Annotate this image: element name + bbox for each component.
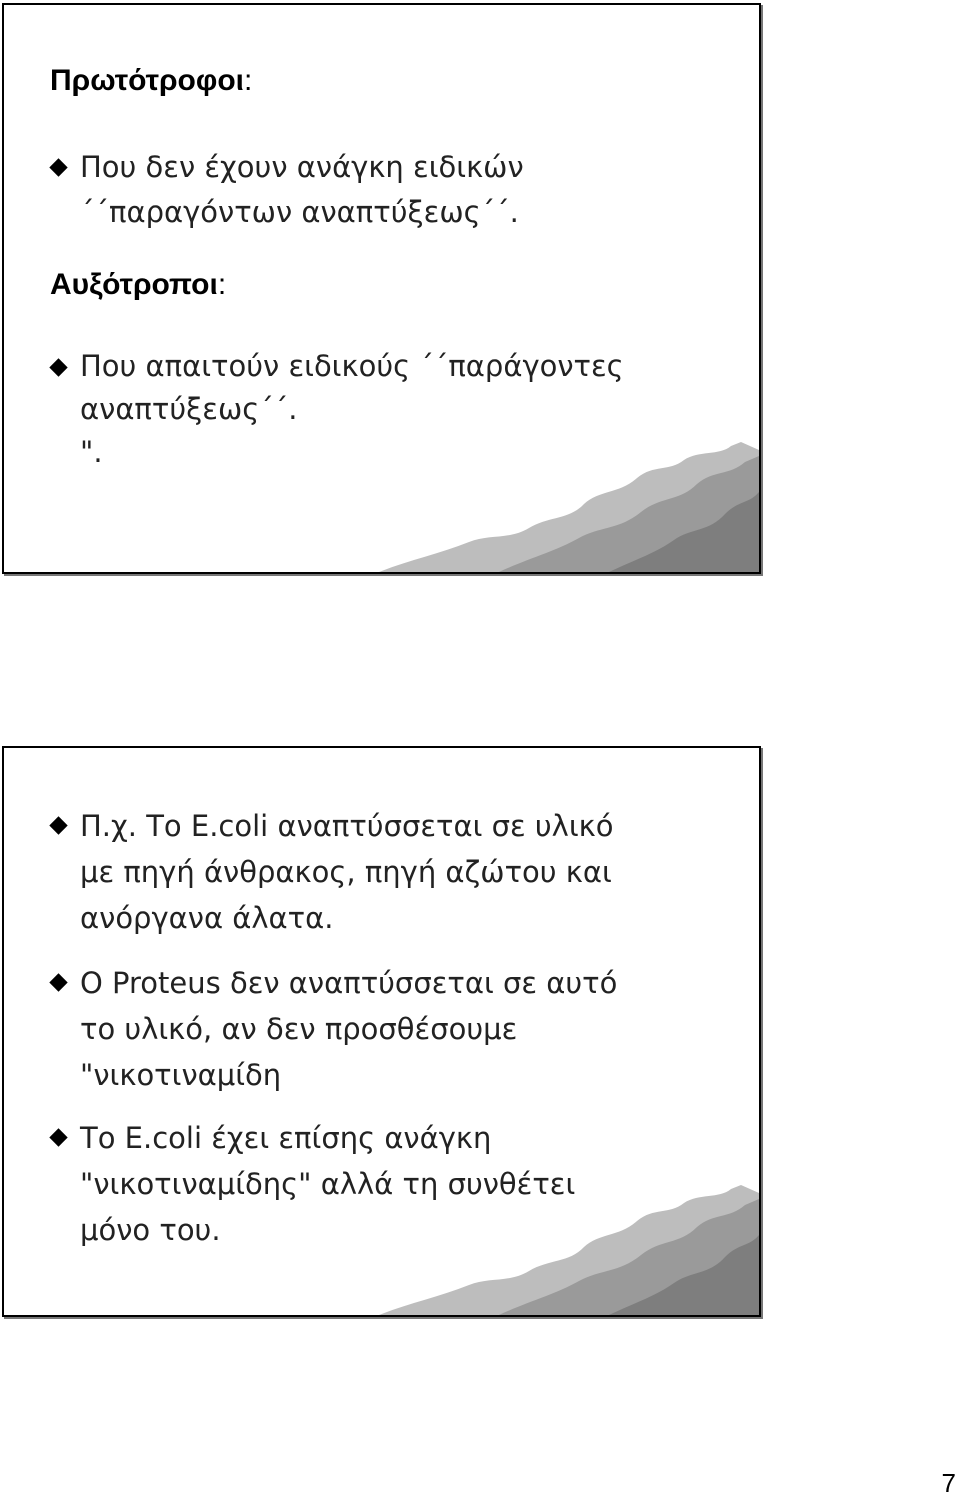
mountain-landscape-icon <box>379 442 759 572</box>
bullet-text: Π.χ. Το E.coli αναπτύσσεται σε υλικό με πηγή άνθρακος, πηγή αζώτου και ανόργανα άλατα. <box>80 809 614 935</box>
slide-1 <box>2 3 761 574</box>
mountain-landscape-icon <box>379 1185 759 1315</box>
heading-auxotrophs: Αυξότροποι: <box>50 268 227 301</box>
slide-2 <box>2 746 761 1317</box>
diamond-bullet-icon <box>49 358 67 376</box>
diamond-bullet-icon <box>49 1128 67 1146</box>
heading-prototrophs: Πρωτότροφοι: <box>50 64 253 97</box>
bullet-text: Που απαιτούν ειδικούς ΄΄παράγοντες αναπτύξεως΄΄. ". <box>80 349 624 469</box>
bullet-text: Το E.coli έχει επίσης ανάγκη "νικοτιναμίδης" αλλά τη συνθέτει μόνο του. <box>80 1121 576 1247</box>
heading-auxotrophs-term: Αυξότροποι <box>50 268 218 301</box>
diamond-bullet-icon <box>49 816 67 834</box>
bullet-text: Ο Proteus δεν αναπτύσσεται σε αυτό το υλικό, αν δεν προσθέσουμε "νικοτιναμίδη <box>80 966 618 1092</box>
heading-prototrophs-term: Πρωτότροφοι <box>50 64 245 97</box>
page-number: 7 <box>941 1468 956 1498</box>
bullet-text: Που δεν έχουν ανάγκη ειδικών ΄΄παραγόντων αναπτύξεως΄΄. <box>80 150 524 229</box>
diamond-bullet-icon <box>49 158 67 176</box>
diamond-bullet-icon <box>49 973 67 991</box>
